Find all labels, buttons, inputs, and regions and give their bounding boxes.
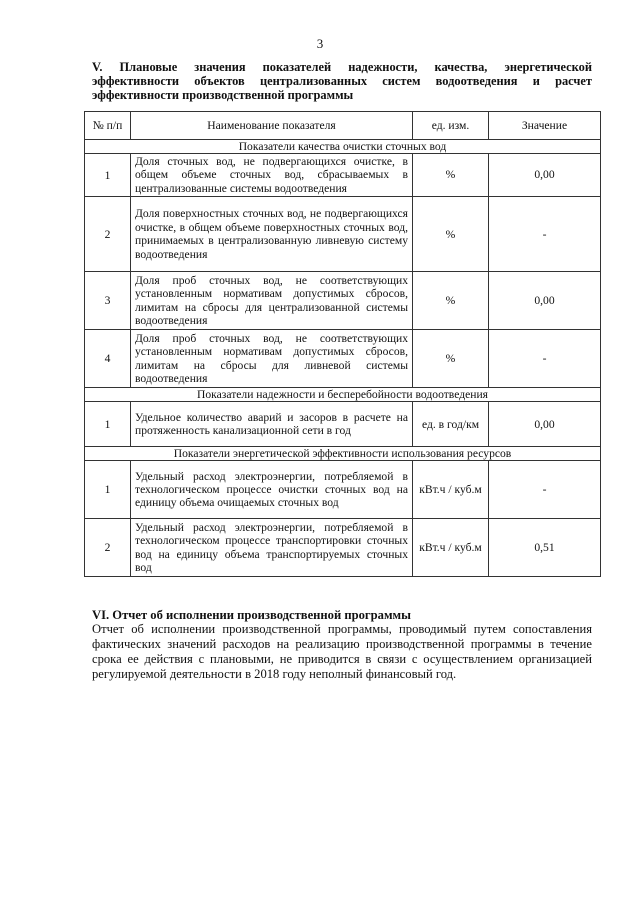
row-name: Доля проб сточных вод, не соответствующих установленным нормативам допустимых сбросов, лимитам на сбросы для ливневой системы водоотведения <box>131 330 413 388</box>
table-row <box>85 197 601 272</box>
indicators-table <box>84 111 601 577</box>
table-row <box>85 330 601 388</box>
row-name: Доля сточных вод, не подвергающихся очистке, в общем объеме сточных вод, сбрасываемых в централизованные системы водоотведения <box>131 154 413 197</box>
row-num: 2 <box>85 197 131 272</box>
row-unit: ед. в год/км <box>413 402 489 447</box>
row-unit: % <box>413 154 489 197</box>
header-unit: ед. изм. <box>413 112 489 140</box>
section-6-text: Отчет об исполнении производственной программы, проводимый путем сопоставления фактических значений расходов на реализацию производственной программы в течение срока ее действия с плановыми, не приводится в связи с осуществлением организацией регулируемой деятельности в 2018 году неполный финансовый год. <box>92 622 592 681</box>
row-num: 4 <box>85 330 131 388</box>
row-num: 1 <box>85 461 131 519</box>
group-title: Показатели надежности и бесперебойности водоотведения <box>85 388 601 402</box>
row-num: 3 <box>85 272 131 330</box>
row-value: - <box>489 330 601 388</box>
group-row <box>85 388 601 402</box>
row-value: 0,00 <box>489 272 601 330</box>
row-num: 2 <box>85 519 131 577</box>
row-name: Доля проб сточных вод, не соответствующих установленным нормативам допустимых сбросов, лимитам на сбросы для централизованной системы водоотведения <box>131 272 413 330</box>
group-title: Показатели энергетической эффективности использования ресурсов <box>85 447 601 461</box>
row-value: - <box>489 461 601 519</box>
section-5-title: V. Плановые значения показателей надежности, качества, энергетической эффективности объектов централизованных систем водоотведения и расчет эффективности производственной программы <box>92 60 592 103</box>
section-6-title: VI. Отчет об исполнении производственной программы <box>92 608 411 622</box>
table-row <box>85 154 601 197</box>
row-name: Удельное количество аварий и засоров в расчете на протяженность канализационной сети в год <box>131 402 413 447</box>
row-value: - <box>489 197 601 272</box>
row-num: 1 <box>85 154 131 197</box>
header-name: Наименование показателя <box>131 112 413 140</box>
group-title: Показатели качества очистки сточных вод <box>85 140 601 154</box>
table-row <box>85 272 601 330</box>
page-number: 3 <box>316 36 324 51</box>
group-row <box>85 140 601 154</box>
table-header-row <box>85 112 601 140</box>
group-row <box>85 447 601 461</box>
row-name: Удельный расход электроэнергии, потребляемой в технологическом процессе очистки сточных вод на единицу объема очищаемых сточных вод <box>131 461 413 519</box>
table-row <box>85 402 601 447</box>
row-unit: % <box>413 272 489 330</box>
row-num: 1 <box>85 402 131 447</box>
row-name: Доля поверхностных сточных вод, не подвергающихся очистке, в общем объеме поверхностных сточных вод, принимаемых в централизованную ливневую систему водоотведения <box>131 197 413 272</box>
table-row <box>85 519 601 577</box>
row-unit: кВт.ч / куб.м <box>413 461 489 519</box>
row-value: 0,00 <box>489 154 601 197</box>
row-value: 0,51 <box>489 519 601 577</box>
header-value: Значение <box>489 112 601 140</box>
row-unit: кВт.ч / куб.м <box>413 519 489 577</box>
row-name: Удельный расход электроэнергии, потребляемой в технологическом процессе транспортировки сточных вод на единицу объема транспортируемых сточных вод <box>131 519 413 577</box>
header-num: № п/п <box>85 112 131 140</box>
table-row <box>85 461 601 519</box>
row-value: 0,00 <box>489 402 601 447</box>
row-unit: % <box>413 197 489 272</box>
row-unit: % <box>413 330 489 388</box>
